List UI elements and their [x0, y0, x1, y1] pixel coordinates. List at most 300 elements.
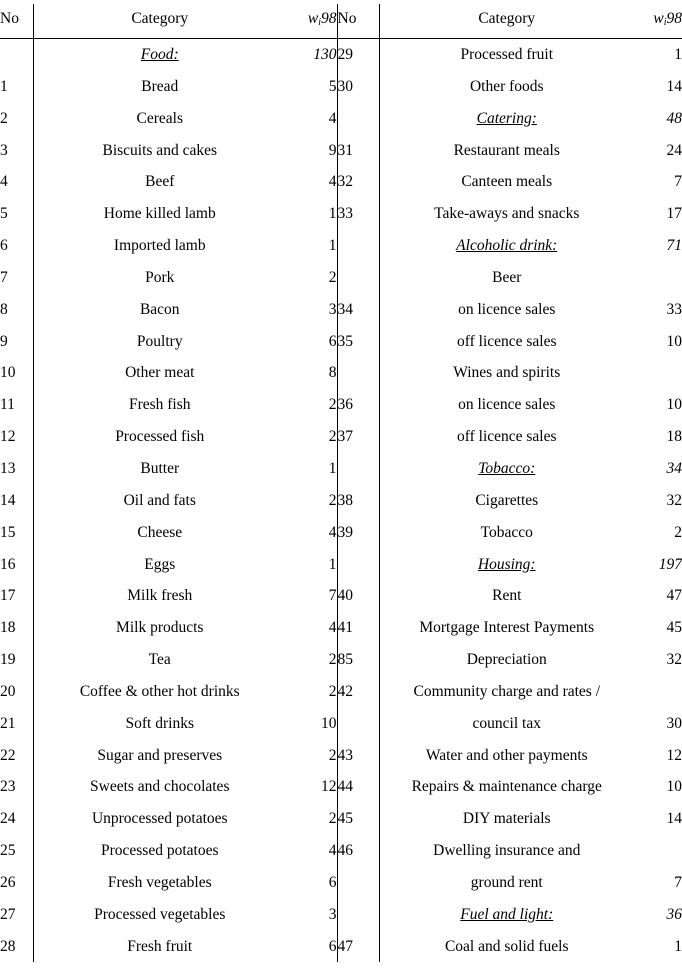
item-weight — [286, 676, 337, 708]
item-number — [0, 103, 33, 135]
item-weight — [634, 517, 682, 549]
item-weight — [634, 294, 682, 326]
item-weight — [286, 326, 337, 358]
item-category-text: Housing: — [477, 555, 536, 573]
item-number-text: 43 — [337, 746, 353, 764]
item-category-text: Other meat — [125, 364, 195, 382]
item-number — [337, 549, 379, 581]
item-weight-text: 2 — [328, 746, 337, 764]
item-number-text: 14 — [0, 491, 16, 509]
item-weight-text: 1 — [674, 937, 682, 955]
item-number — [337, 771, 379, 803]
item-weight — [634, 389, 682, 421]
header-weight-left — [286, 4, 337, 39]
item-category — [33, 230, 286, 262]
item-weight — [634, 326, 682, 358]
item-category-text: Wines and spirits — [453, 364, 561, 382]
item-category-text: Processed potatoes — [100, 842, 219, 860]
item-number — [337, 867, 379, 899]
item-number-text: 26 — [0, 873, 16, 891]
item-weight-text: 32 — [666, 491, 682, 509]
item-weight-text: 1 — [328, 555, 337, 573]
item-weight — [634, 771, 682, 803]
item-weight-text: 6 — [328, 937, 337, 955]
item-number — [0, 612, 33, 644]
item-number — [337, 580, 379, 612]
header-weight-symbol: w — [653, 10, 664, 27]
item-number-text: 47 — [337, 937, 353, 955]
item-category-text: Processed fruit — [460, 46, 554, 63]
item-category-text: Depreciation — [466, 651, 547, 669]
item-weight-text: 9 — [328, 141, 337, 159]
item-category — [379, 230, 634, 262]
item-category-text: off licence sales — [456, 428, 557, 446]
header-weight-year: 98 — [321, 10, 337, 27]
item-category — [379, 899, 634, 931]
item-category — [379, 453, 634, 485]
item-category — [379, 39, 634, 71]
item-weight — [634, 740, 682, 772]
item-number — [337, 644, 379, 676]
table-row — [0, 803, 682, 835]
item-number — [0, 549, 33, 581]
item-number-text: 17 — [0, 587, 16, 605]
table-row — [0, 867, 682, 899]
item-category-text: Take-aways and snacks — [434, 205, 580, 223]
table-row — [0, 931, 682, 963]
item-weight-text: 10 — [321, 714, 337, 732]
item-weight-text: 4 — [328, 842, 337, 860]
item-number-text: 11 — [0, 396, 15, 414]
item-category-text: Milk fresh — [127, 587, 193, 605]
item-category — [33, 867, 286, 899]
item-number-text: 23 — [0, 778, 16, 796]
item-weight-text: 2 — [328, 810, 337, 828]
item-weight-text: 14 — [666, 810, 682, 828]
item-number — [0, 771, 33, 803]
item-category-text: Cereals — [136, 109, 183, 127]
item-weight — [634, 421, 682, 453]
item-category-text: Butter — [140, 459, 180, 477]
item-category — [33, 166, 286, 198]
table-row — [0, 135, 682, 167]
item-number-text: 42 — [337, 682, 353, 700]
item-weight-text: 2 — [328, 396, 337, 414]
table-row — [0, 899, 682, 931]
item-weight — [634, 71, 682, 103]
item-category-text: Restaurant meals — [453, 141, 560, 159]
item-weight — [634, 708, 682, 740]
item-weight-text: 1 — [328, 205, 337, 223]
item-weight-text: 1 — [328, 237, 337, 255]
item-category-text: Bacon — [139, 300, 180, 318]
item-number-text: 39 — [337, 523, 353, 541]
item-number-text: 13 — [0, 459, 16, 477]
item-category — [33, 612, 286, 644]
item-number — [337, 676, 379, 708]
item-number-text: 44 — [337, 778, 353, 796]
item-category — [379, 198, 634, 230]
item-weight — [634, 931, 682, 963]
item-number — [0, 867, 33, 899]
header-weight-symbol: w — [307, 10, 319, 27]
item-weight-text: 10 — [666, 332, 682, 350]
table-row — [0, 389, 682, 421]
item-number-text: 5 — [0, 205, 8, 223]
item-number-text: 8 — [0, 300, 8, 318]
item-weight — [286, 517, 337, 549]
item-number — [0, 71, 33, 103]
item-category-text: Canteen meals — [461, 173, 553, 191]
item-category-text: Soft drinks — [125, 714, 194, 732]
weights-table — [0, 4, 682, 962]
item-number-text: 16 — [0, 555, 16, 573]
table-row — [0, 294, 682, 326]
item-weight — [286, 71, 337, 103]
table-row — [0, 644, 682, 676]
item-number-text: 22 — [0, 746, 16, 764]
item-category-text: on licence sales — [458, 396, 556, 414]
item-number-text: 34 — [337, 300, 353, 318]
item-weight-text: 32 — [666, 651, 682, 669]
item-number — [0, 708, 33, 740]
item-number — [337, 740, 379, 772]
item-number-text: 20 — [0, 682, 16, 700]
item-category — [379, 262, 634, 294]
item-category — [379, 517, 634, 549]
item-weight — [286, 357, 337, 389]
item-weight-text: 3 — [328, 905, 337, 923]
header-row — [0, 4, 682, 39]
item-category-text: council tax — [472, 714, 541, 732]
item-weight-text: 10 — [666, 778, 682, 796]
item-weight — [634, 580, 682, 612]
item-weight — [634, 39, 682, 71]
item-number — [337, 517, 379, 549]
table-row — [0, 676, 682, 708]
item-category-text: Cheese — [137, 523, 183, 541]
item-category — [379, 485, 634, 517]
item-category — [379, 835, 634, 867]
item-number — [0, 294, 33, 326]
item-weight — [286, 198, 337, 230]
item-weight-text: 10 — [666, 396, 682, 414]
item-weight-text: 5 — [328, 77, 337, 95]
item-number — [0, 326, 33, 358]
item-category-text: Tobacco — [480, 523, 533, 541]
item-number — [337, 71, 379, 103]
item-weight-text: 14 — [666, 77, 682, 95]
item-number-text: 33 — [337, 205, 353, 223]
item-number-text: 21 — [0, 714, 16, 732]
item-number — [337, 262, 379, 294]
item-number — [337, 803, 379, 835]
item-number-text: 36 — [337, 396, 353, 414]
item-weight-text: 45 — [666, 619, 682, 637]
item-category-text: Repairs & maintenance charge — [411, 778, 602, 796]
item-weight-text: 7 — [328, 587, 337, 605]
item-weight — [634, 676, 682, 708]
item-category — [379, 389, 634, 421]
table-row — [0, 166, 682, 198]
item-category-text: Tea — [148, 651, 171, 669]
item-category-text: Milk products — [116, 619, 204, 637]
item-category — [379, 740, 634, 772]
item-category — [379, 931, 634, 963]
item-category-text: DIY materials — [462, 810, 551, 828]
item-weight-text: 4 — [328, 523, 337, 541]
item-weight — [286, 453, 337, 485]
item-category-text: Processed fish — [115, 428, 205, 446]
item-category-text: Fresh fruit — [127, 937, 193, 955]
item-number-text: 9 — [0, 332, 8, 350]
item-weight-text: 3 — [328, 300, 337, 318]
header-no-left: No — [0, 4, 33, 39]
table-row — [0, 198, 682, 230]
item-category-text: Biscuits and cakes — [102, 141, 217, 159]
item-weight — [286, 835, 337, 867]
item-number — [0, 230, 33, 262]
item-weight — [286, 740, 337, 772]
table-row — [0, 357, 682, 389]
item-category — [33, 135, 286, 167]
item-number — [337, 708, 379, 740]
item-number — [0, 803, 33, 835]
item-weight-text: 4 — [328, 173, 337, 191]
item-weight — [286, 166, 337, 198]
item-number-text: 46 — [337, 842, 353, 860]
item-category — [33, 517, 286, 549]
item-category — [379, 357, 634, 389]
item-weight-text: 2 — [328, 682, 337, 700]
item-category — [379, 71, 634, 103]
item-number-text: 37 — [337, 428, 353, 446]
item-category — [33, 931, 286, 963]
item-weight-text: 30 — [666, 714, 682, 732]
item-category-text: Community charge and rates / — [413, 682, 601, 700]
item-category — [379, 103, 634, 135]
item-category-text: Food: — [140, 46, 179, 63]
item-weight — [286, 580, 337, 612]
item-category — [379, 644, 634, 676]
item-number-text: 30 — [337, 77, 353, 95]
item-number — [0, 389, 33, 421]
item-weight — [286, 389, 337, 421]
item-weight — [286, 103, 337, 135]
item-category — [379, 421, 634, 453]
item-category — [33, 453, 286, 485]
table-row — [0, 326, 682, 358]
item-number-text: 40 — [337, 587, 353, 605]
item-weight — [634, 644, 682, 676]
item-category-text: Water and other payments — [425, 746, 588, 764]
item-weight-text: 34 — [666, 459, 682, 477]
item-category — [33, 39, 286, 71]
item-category — [379, 326, 634, 358]
item-number — [0, 485, 33, 517]
table-row — [0, 39, 682, 71]
item-category-text: Sweets and chocolates — [90, 778, 230, 796]
header-category-left: Category — [33, 4, 286, 39]
item-weight-text: 6 — [328, 332, 337, 350]
item-category-text: on licence sales — [458, 300, 556, 318]
item-number-text: 15 — [0, 523, 16, 541]
item-category-text: Cigarettes — [475, 491, 539, 509]
item-category — [33, 357, 286, 389]
item-category — [33, 708, 286, 740]
item-weight-text: 4 — [328, 109, 337, 127]
item-weight-text: 2 — [328, 268, 337, 286]
item-weight — [286, 867, 337, 899]
item-number — [0, 135, 33, 167]
item-weight-text: 4 — [328, 619, 337, 637]
item-category — [33, 740, 286, 772]
table-row — [0, 708, 682, 740]
item-number-text: 7 — [0, 268, 8, 286]
item-number-text: 12 — [0, 428, 16, 446]
item-category — [33, 262, 286, 294]
item-number-text: 6 — [0, 237, 8, 255]
item-number — [0, 740, 33, 772]
header-weight-subscript: i — [318, 17, 321, 28]
header-category-right: Category — [379, 4, 634, 39]
item-number — [0, 835, 33, 867]
item-category — [33, 644, 286, 676]
item-category — [379, 580, 634, 612]
item-weight — [286, 39, 337, 71]
item-weight — [634, 262, 682, 294]
item-number — [0, 198, 33, 230]
item-weight-text: 48 — [666, 109, 682, 127]
item-weight-text: 47 — [666, 587, 682, 605]
item-weight-text: 17 — [666, 205, 682, 223]
item-number-text: 24 — [0, 810, 16, 828]
item-weight-text: 71 — [666, 237, 682, 255]
item-category — [33, 71, 286, 103]
item-weight — [286, 803, 337, 835]
item-weight-text: 130 — [313, 46, 337, 63]
table-row — [0, 612, 682, 644]
item-number — [337, 931, 379, 963]
item-weight-text: 7 — [674, 173, 682, 191]
item-number-text: 3 — [0, 141, 8, 159]
table-row — [0, 517, 682, 549]
item-category — [33, 485, 286, 517]
table-row — [0, 485, 682, 517]
item-weight — [634, 612, 682, 644]
item-number — [0, 453, 33, 485]
item-number — [337, 453, 379, 485]
item-category — [33, 803, 286, 835]
item-weight — [286, 135, 337, 167]
item-weight — [634, 166, 682, 198]
item-number — [337, 421, 379, 453]
item-number-text: 4 — [0, 173, 8, 191]
item-weight-text: 6 — [328, 873, 337, 891]
item-category — [379, 867, 634, 899]
item-weight — [634, 549, 682, 581]
item-weight — [634, 135, 682, 167]
item-category-text: Beef — [145, 173, 175, 191]
item-weight-text: 18 — [666, 428, 682, 446]
item-category-text: Rent — [492, 587, 522, 605]
item-weight — [286, 485, 337, 517]
item-category — [379, 166, 634, 198]
item-weight-text: 2 — [328, 651, 337, 669]
item-category-text: off licence sales — [456, 332, 557, 350]
item-weight — [286, 262, 337, 294]
item-weight-text: 197 — [658, 555, 682, 573]
item-weight — [634, 835, 682, 867]
item-number — [337, 899, 379, 931]
item-number — [337, 326, 379, 358]
item-number-text: 31 — [337, 141, 353, 159]
item-category — [33, 899, 286, 931]
item-number-text: 1 — [0, 77, 8, 95]
item-category-text: ground rent — [470, 873, 543, 891]
table-row — [0, 421, 682, 453]
table-row — [0, 453, 682, 485]
item-category — [33, 389, 286, 421]
table-row — [0, 71, 682, 103]
item-number-text: 28 — [0, 937, 16, 955]
item-category-text: Unprocessed potatoes — [91, 810, 228, 828]
item-number — [337, 135, 379, 167]
table-row — [0, 580, 682, 612]
item-number-text: 2 — [0, 109, 8, 127]
item-weight-text: 2 — [328, 491, 337, 509]
item-weight — [286, 612, 337, 644]
item-category — [379, 549, 634, 581]
item-category — [33, 676, 286, 708]
item-number — [0, 580, 33, 612]
item-weight — [634, 453, 682, 485]
item-number-text: 85 — [337, 651, 353, 669]
item-weight — [286, 899, 337, 931]
item-category-text: Home killed lamb — [103, 205, 216, 223]
item-number — [337, 485, 379, 517]
item-number — [337, 198, 379, 230]
item-number — [0, 166, 33, 198]
item-category-text: Oil and fats — [123, 491, 196, 509]
item-number — [0, 517, 33, 549]
item-weight — [286, 421, 337, 453]
item-category — [33, 421, 286, 453]
item-number — [337, 39, 379, 71]
header-no-right: No — [337, 4, 379, 39]
item-weight — [286, 931, 337, 963]
item-category-text: Other foods — [469, 77, 544, 95]
item-category-text: Fuel and light: — [460, 905, 554, 923]
item-number — [0, 931, 33, 963]
item-number-text: 19 — [0, 651, 16, 669]
item-weight-text: 12 — [321, 778, 337, 796]
item-number-text: 45 — [337, 810, 353, 828]
item-category-text: Processed vegetables — [94, 905, 226, 923]
item-category-text: Bread — [141, 77, 179, 95]
table-row — [0, 103, 682, 135]
item-number — [0, 39, 33, 71]
header-weight-year: 98 — [666, 10, 682, 27]
item-number — [337, 230, 379, 262]
item-category-text: Coffee & other hot drinks — [79, 682, 240, 700]
item-category-text: Mortgage Interest Payments — [419, 619, 595, 637]
item-weight — [634, 867, 682, 899]
item-category — [33, 198, 286, 230]
item-number-text: 38 — [337, 491, 353, 509]
item-category-text: Catering: — [476, 109, 537, 127]
item-weight — [634, 803, 682, 835]
